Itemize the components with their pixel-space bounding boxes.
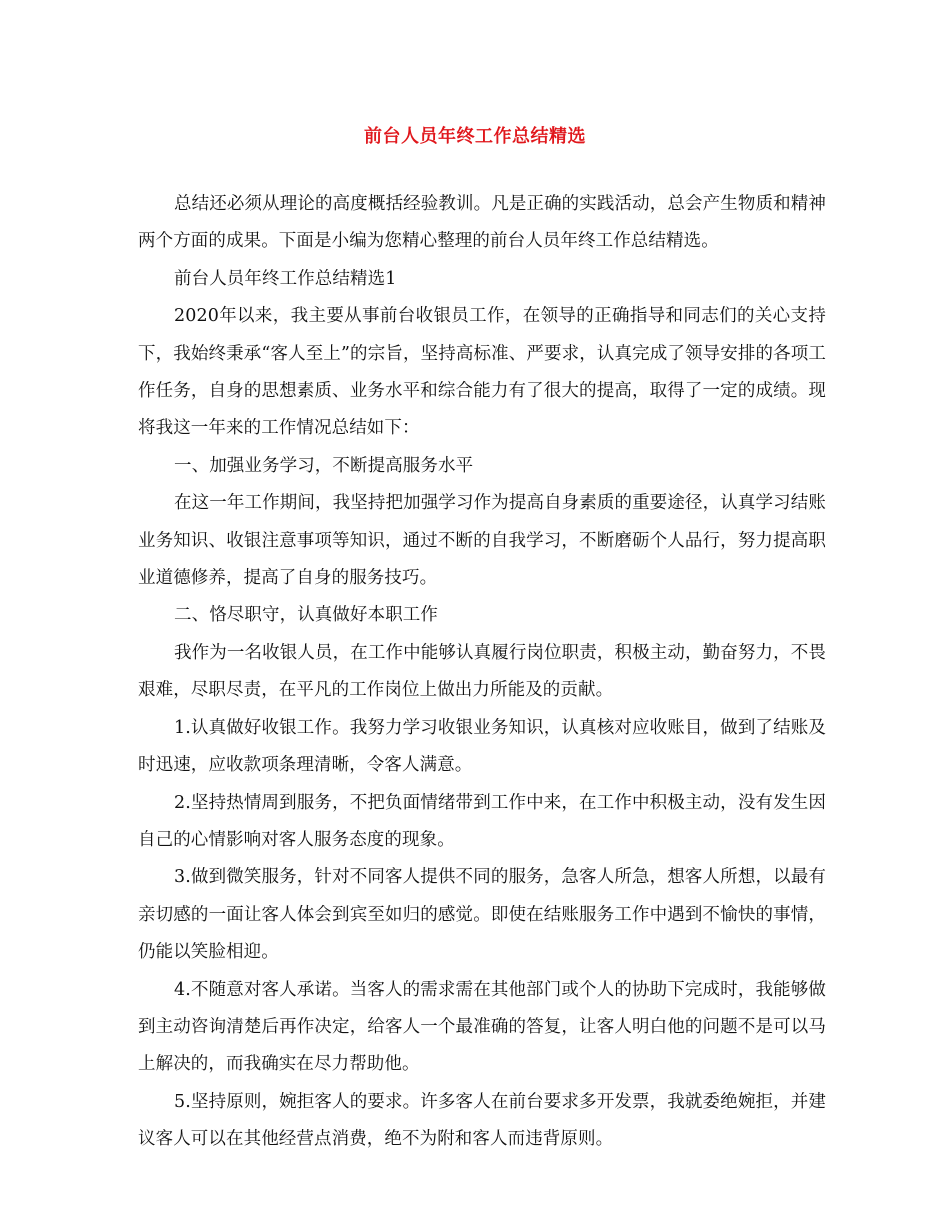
subheading-1: 一、加强业务学习，不断提高服务水平 <box>174 455 474 476</box>
section-heading-1: 前台人员年终工作总结精选1 <box>174 268 397 289</box>
numbered-item-3: 3.做到微笑服务，针对不同客人提供不同的服务，急客人所急，想客人所想，以最有亲切感的一面让客人体会到宾至如归的感觉。即使在结账服务工作中遇到不愉快的事情，仍能以笑脸相迎。 <box>138 867 826 963</box>
numbered-item-5: 5.坚持原则，婉拒客人的要求。许多客人在前台要求多开发票，我就委绝婉拒，并建议客人可以在其他经营点消费，绝不为附和客人而违背原则。 <box>138 1091 826 1150</box>
numbered-item-4: 4.不随意对客人承诺。当客人的需求需在其他部门或个人的协助下完成时，我能够做到主动咨询清楚后再作决定，给客人一个最准确的答复，让客人明白他的问题不是可以马上解决的，而我确实在尽力帮助他。 <box>138 979 826 1075</box>
intro-paragraph: 总结还必须从理论的高度概括经验教训。凡是正确的实践活动，总会产生物质和精神两个方面的成果。下面是小编为您精心整理的前台人员年终工作总结精选。 <box>138 194 826 252</box>
document-title: 前台人员年终工作总结精选 <box>364 126 586 147</box>
numbered-item-2: 2.坚持热情周到服务，不把负面情绪带到工作中来，在工作中积极主动，没有发生因自己的心情影响对客人服务态度的现象。 <box>138 792 826 850</box>
numbered-item-1: 1.认真做好收银工作。我努力学习收银业务知识，认真核对应收账目，做到了结账及时迅速，应收款项条理清晰，令客人满意。 <box>138 717 826 776</box>
body-paragraph: 我作为一名收银人员，在工作中能够认真履行岗位职责，积极主动，勤奋努力，不畏艰难，尽职尽责，在平凡的工作岗位上做出力所能及的贡献。 <box>138 642 826 701</box>
subheading-2: 二、恪尽职守，认真做好本职工作 <box>174 605 438 626</box>
body-paragraph: 在这一年工作期间，我坚持把加强学习作为提高自身素质的重要途径，认真学习结账业务知识、收银注意事项等知识，通过不断的自我学习，不断磨砺个人品行，努力提高职业道德修养，提高了自身的服务技巧。 <box>138 493 826 589</box>
body-paragraph: 2020年以来，我主要从事前台收银员工作，在领导的正确指导和同志们的关心支持下，我始终秉承“客人至上”的宗旨，坚持高标准、严要求，认真完成了领导安排的各项工作任务，自身的思想素质、业务水平和综合能力有了很大的提高，取得了一定的成绩。现将我这一年来的工作情况总结如下： <box>138 306 826 439</box>
document-body <box>138 186 826 1159</box>
